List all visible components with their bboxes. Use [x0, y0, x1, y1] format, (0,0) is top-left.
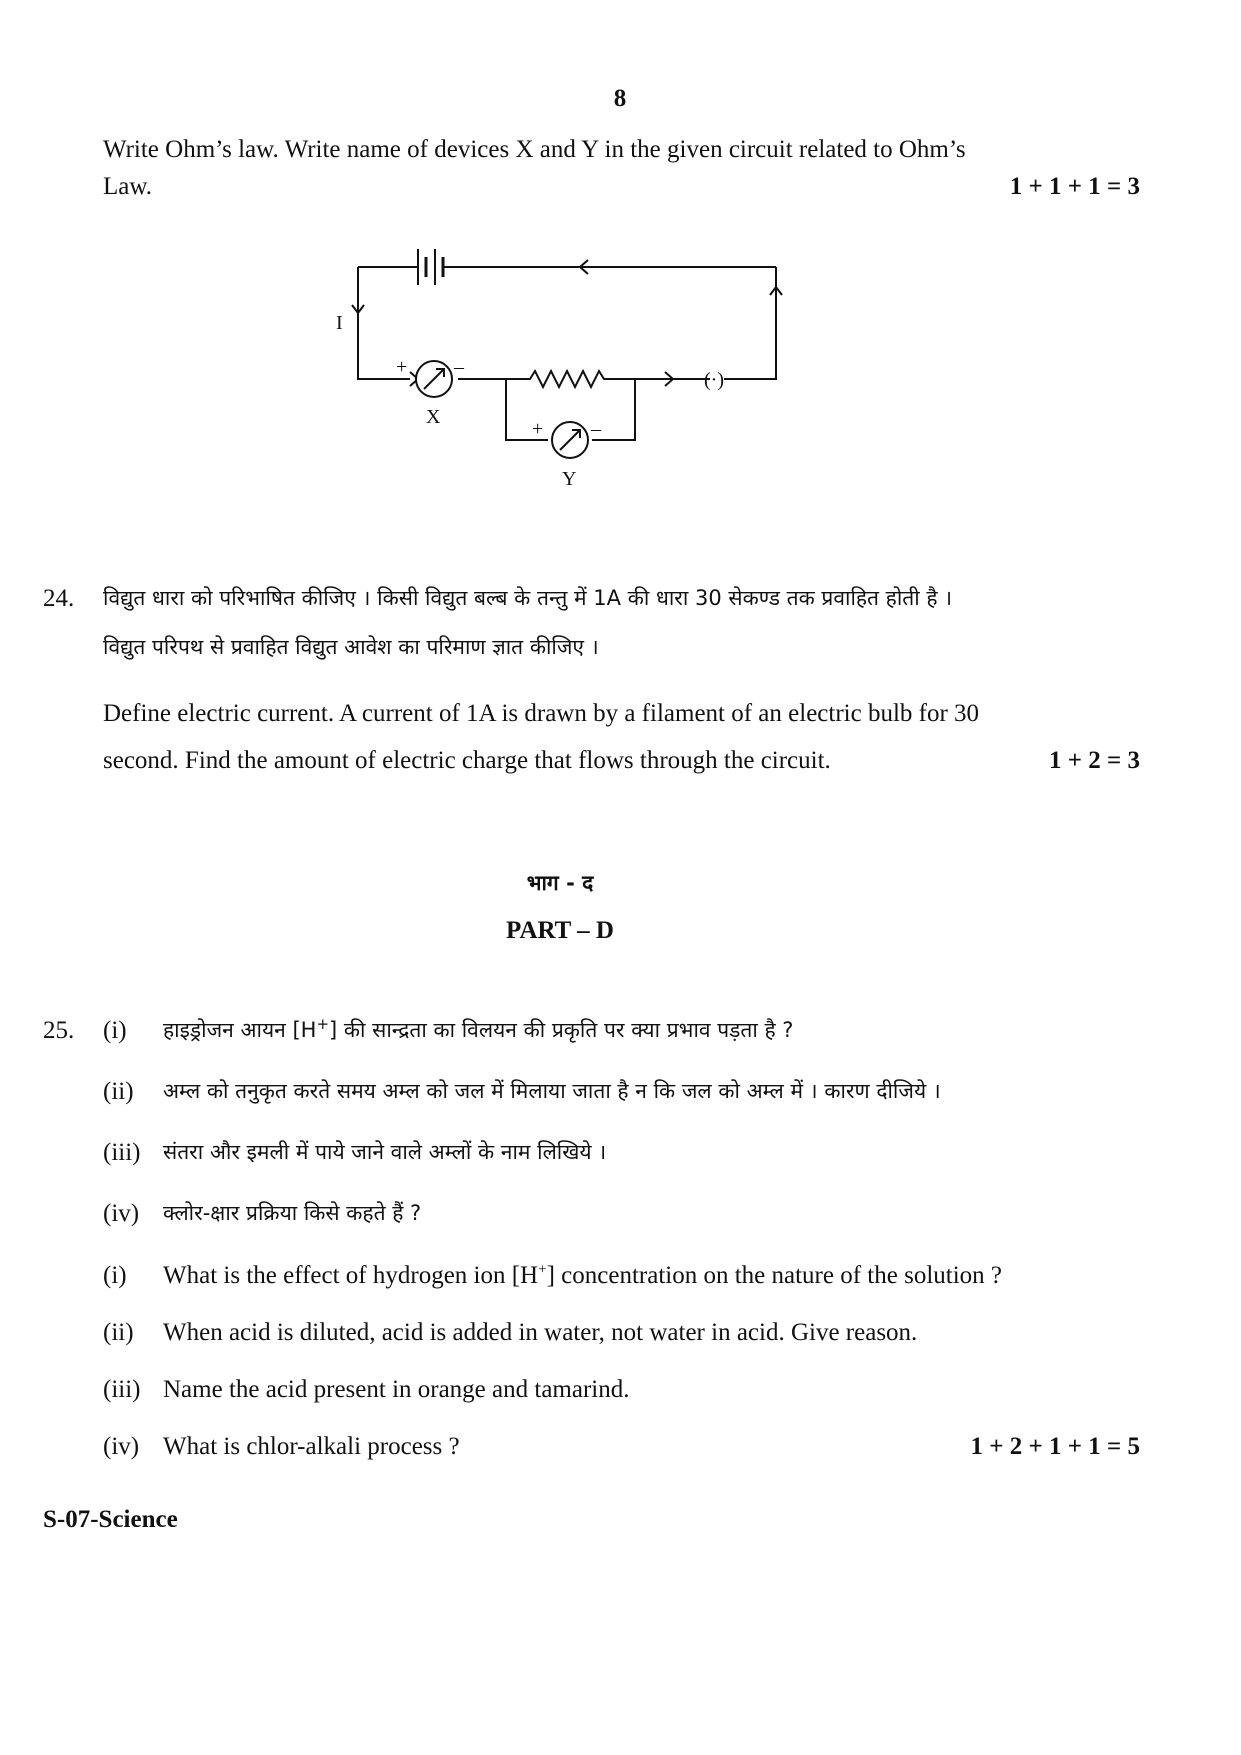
q25-english-item-text: What is the effect of hydrogen ion [H+] concentration on the nature of the solution ?: [163, 1261, 1003, 1289]
q24-english-line2: second. Find the amount of electric charge that flows through the circuit.: [103, 747, 831, 774]
q25-english-item-label: (i): [103, 1262, 127, 1289]
part-d-hindi-heading: भाग - द: [526, 871, 594, 895]
current-label: I: [336, 312, 343, 334]
q24-number: 24.: [43, 585, 75, 612]
key-label: (·): [704, 369, 724, 391]
ohms-law-circuit-diagram: [320, 245, 800, 500]
q24-marks: 1 + 2 = 3: [1049, 747, 1140, 774]
y-plus-sign: +: [532, 418, 544, 440]
x-minus-sign: –: [454, 356, 464, 378]
q25-english-item-text: When acid is diluted, acid is added in water, not water in acid. Give reason.: [163, 1319, 918, 1346]
q24-hindi-line1: विद्युत धारा को परिभाषित कीजिए । किसी विद्युत बल्ब के तन्तु में 1A की धारा 30 सेकण्ड तक प्रवाहित होती है ।: [103, 586, 953, 610]
q23-text-line1: Write Ohm’s law. Write name of devices X and Y in the given circuit related to Ohm’s: [103, 136, 966, 163]
q25-hindi-item-label: (iv): [103, 1200, 140, 1227]
x-plus-sign: +: [396, 356, 408, 378]
q25-hindi-item-text: हाइड्रोजन आयन [H+] की सान्द्रता का विलयन की प्रकृति पर क्या प्रभाव पड़ता है ?: [163, 1015, 794, 1042]
q23-marks: 1 + 1 + 1 = 3: [1009, 173, 1140, 200]
y-minus-sign: –: [591, 418, 601, 440]
battery-icon: [418, 249, 443, 285]
q25-english-item-text: Name the acid present in orange and tamarind.: [163, 1376, 630, 1403]
q25-english-item-text: What is chlor-alkali process ?: [163, 1433, 460, 1460]
q25-english-item-label: (iii): [103, 1376, 141, 1403]
q25-hindi-item-label: (i): [103, 1017, 127, 1044]
meter-x-icon: [416, 361, 452, 397]
meter-y-icon: [552, 422, 588, 458]
q25-hindi-item-text: संतरा और इमली में पाये जाने वाले अम्लों के नाम लिखिये ।: [163, 1140, 607, 1164]
q24-english-line1: Define electric current. A current of 1A is drawn by a filament of an electric bulb for 30: [103, 700, 980, 727]
page-number: 8: [613, 85, 627, 112]
device-y-label: Y: [562, 468, 577, 490]
q25-hindi-item-text: क्लोर-क्षार प्रक्रिया किसे कहते हैं ?: [163, 1201, 422, 1225]
q25-marks: 1 + 2 + 1 + 1 = 5: [970, 1433, 1140, 1460]
q25-english-item-label: (iv): [103, 1433, 140, 1460]
q25-number: 25.: [43, 1017, 75, 1044]
q25-hindi-item-label: (ii): [103, 1078, 134, 1105]
q25-hindi-item-label: (iii): [103, 1139, 141, 1166]
device-x-label: X: [426, 406, 441, 428]
q23-text-line2: Law.: [103, 173, 153, 200]
q25-hindi-item-text: अम्ल को तनुकृत करते समय अम्ल को जल में मिलाया जाता है न कि जल को अम्ल में । कारण दीजिये ।: [163, 1079, 941, 1103]
part-d-english-heading: PART – D: [506, 917, 614, 944]
q25-english-item-label: (ii): [103, 1319, 134, 1346]
paper-code-footer: S-07-Science: [43, 1506, 178, 1533]
q24-hindi-line2: विद्युत परिपथ से प्रवाहित विद्युत आवेश का परिमाण ज्ञात कीजिए ।: [103, 635, 599, 659]
